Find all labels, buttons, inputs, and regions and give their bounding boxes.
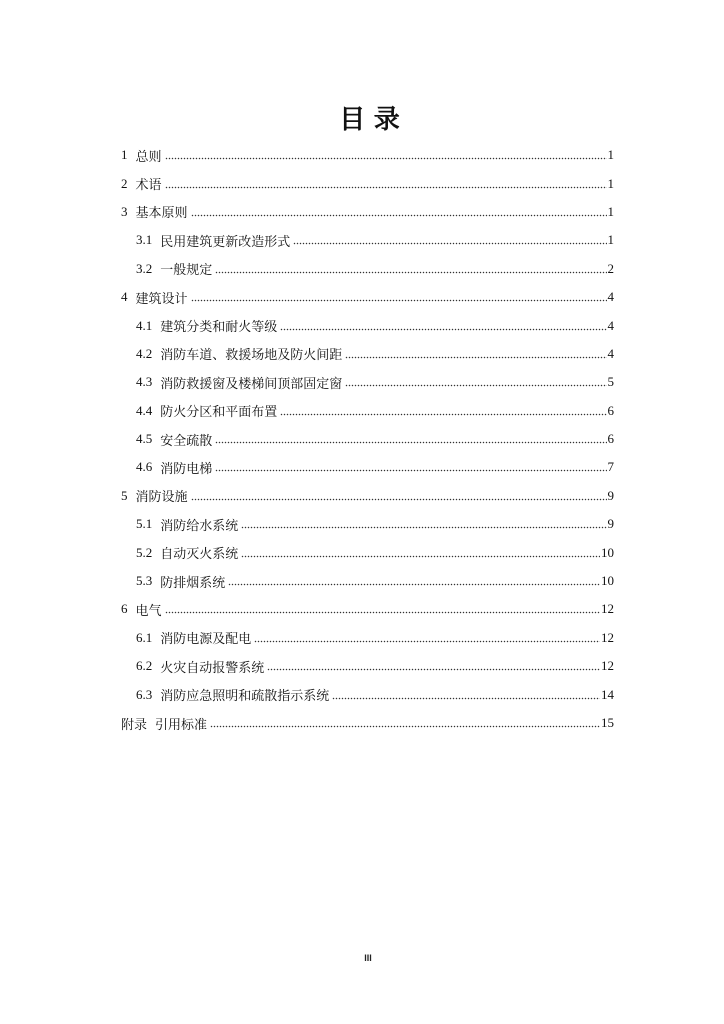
entry-page-number: 10 — [601, 544, 614, 560]
entry-page-number: 5 — [607, 374, 614, 390]
entry-title: 建筑分类和耐火等级 — [160, 319, 278, 335]
entry-number: 6.2 — [136, 658, 153, 674]
toc-chapter-entry — [121, 709, 614, 737]
dot-leader — [241, 548, 600, 558]
entry-title: 防火分区和平面布置 — [160, 404, 278, 420]
dot-leader — [332, 690, 600, 700]
entry-number: 3 — [121, 203, 128, 219]
entry-page-number: 9 — [607, 487, 614, 503]
toc-section-entry — [121, 624, 614, 652]
entry-number: 4.2 — [136, 345, 153, 361]
dot-leader — [191, 292, 607, 302]
entry-title: 消防应急照明和疏散指示系统 — [160, 688, 330, 704]
entry-page-number: 14 — [601, 686, 614, 702]
entry-page-number: 15 — [601, 715, 614, 730]
table-of-contents — [121, 141, 614, 737]
entry-title: 自动灭火系统 — [160, 546, 239, 562]
entry-title: 消防给水系统 — [160, 517, 239, 533]
dot-leader — [345, 377, 606, 387]
entry-page-number: 9 — [607, 516, 614, 532]
toc-section-entry — [121, 567, 614, 595]
entry-number: 6 — [121, 601, 128, 617]
entry-number: 2 — [121, 175, 128, 191]
entry-title: 消防车道、救援场地及防火间距 — [160, 347, 343, 363]
entry-number: 5.1 — [136, 516, 153, 532]
toc-section-entry — [121, 453, 614, 481]
entry-title: 一般规定 — [160, 262, 213, 278]
toc-chapter-entry — [121, 595, 614, 623]
entry-title: 消防设施 — [135, 489, 188, 505]
entry-title: 民用建筑更新改造形式 — [160, 233, 291, 249]
entry-page-number: 12 — [601, 601, 614, 617]
entry-title: 总则 — [135, 148, 162, 164]
entry-title: 建筑设计 — [135, 290, 188, 306]
dot-leader — [191, 207, 607, 217]
page-title: 目 录 — [339, 105, 401, 134]
entry-page-number: 6 — [607, 402, 614, 418]
dot-leader — [215, 264, 606, 274]
entry-title: 消防电源及配电 — [160, 631, 252, 647]
entry-title: 安全疏散 — [160, 432, 213, 448]
entry-number: 4.1 — [136, 317, 153, 333]
entry-page-number: 12 — [601, 629, 614, 645]
entry-page-number: 1 — [607, 232, 614, 248]
entry-page-number: 1 — [607, 175, 614, 191]
entry-number: 4.5 — [136, 431, 153, 447]
toc-chapter-entry — [121, 283, 614, 311]
toc-chapter-entry — [121, 482, 614, 510]
toc-section-entry — [121, 397, 614, 425]
toc-section-entry — [121, 510, 614, 538]
dot-leader — [241, 519, 606, 529]
toc-section-entry — [121, 255, 614, 283]
toc-section-entry — [121, 680, 614, 708]
toc-section-entry — [121, 538, 614, 566]
dot-leader — [280, 321, 606, 331]
toc-section-entry — [121, 425, 614, 453]
dot-leader — [165, 179, 607, 189]
dot-leader — [345, 349, 606, 359]
toc-chapter-entry — [121, 198, 614, 226]
entry-number: 4.6 — [136, 459, 153, 475]
dot-leader — [215, 462, 606, 472]
footer-page-number: III — [364, 953, 372, 963]
toc-section-entry — [121, 311, 614, 339]
dot-leader — [191, 491, 607, 501]
toc-section-entry — [121, 226, 614, 254]
toc-chapter-entry — [121, 169, 614, 197]
entry-title: 消防救援窗及楼梯间顶部固定窗 — [160, 375, 343, 391]
dot-leader — [228, 576, 600, 586]
entry-page-number: 6 — [607, 431, 614, 447]
entry-number: 3.2 — [136, 260, 153, 276]
dot-leader — [267, 661, 600, 671]
entry-number: 5 — [121, 487, 128, 503]
entry-number: 6.1 — [136, 629, 153, 645]
toc-section-entry — [121, 652, 614, 680]
dot-leader — [165, 150, 607, 160]
toc-section-entry — [121, 340, 614, 368]
entry-page-number: 10 — [601, 573, 614, 589]
entry-number: 5.2 — [136, 544, 153, 560]
entry-title: 消防电梯 — [160, 460, 213, 476]
entry-page-number: 12 — [601, 658, 614, 674]
entry-page-number: 1 — [607, 147, 614, 163]
toc-chapter-entry — [121, 141, 614, 169]
dot-leader — [254, 633, 600, 643]
entry-title: 引用标准 — [155, 716, 208, 732]
entry-title: 防排烟系统 — [160, 574, 226, 590]
dot-leader — [210, 718, 600, 728]
entry-page-number: 4 — [607, 317, 614, 333]
entry-number: 4 — [121, 289, 128, 305]
entry-number: 1 — [121, 147, 128, 163]
entry-number: 5.3 — [136, 573, 153, 589]
dot-leader — [165, 604, 600, 614]
entry-title: 火灾自动报警系统 — [160, 659, 265, 675]
entry-page-number: 1 — [607, 203, 614, 219]
toc-section-entry — [121, 368, 614, 396]
entry-number: 附录 — [121, 716, 148, 732]
entry-title: 术语 — [135, 177, 162, 193]
entry-page-number: 7 — [607, 459, 614, 475]
entry-number: 6.3 — [136, 686, 153, 702]
dot-leader — [215, 434, 606, 444]
entry-title: 电气 — [135, 602, 162, 618]
entry-page-number: 2 — [607, 260, 614, 276]
dot-leader — [280, 406, 606, 416]
entry-page-number: 4 — [607, 345, 614, 361]
entry-number: 4.4 — [136, 402, 153, 418]
entry-number: 3.1 — [136, 232, 153, 248]
dot-leader — [293, 235, 606, 245]
entry-title: 基本原则 — [135, 205, 188, 221]
entry-number: 4.3 — [136, 374, 153, 390]
entry-page-number: 4 — [607, 289, 614, 305]
